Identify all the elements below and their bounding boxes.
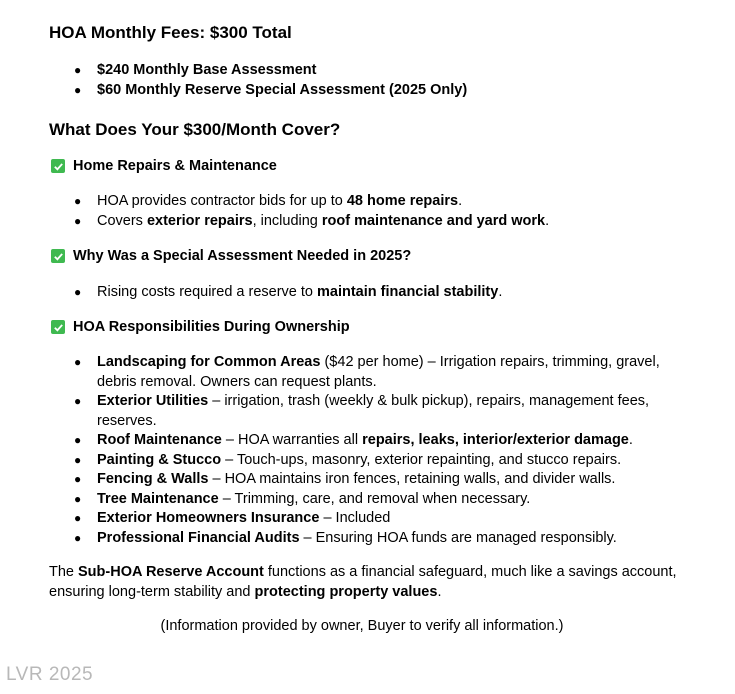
checkmark-icon <box>51 159 65 173</box>
checkmark-icon <box>51 249 65 263</box>
fee-item: ● $240 Monthly Base Assessment <box>49 61 689 81</box>
text-run: . <box>498 284 503 300</box>
bold-text: roof maintenance and yard work <box>321 212 546 229</box>
bold-text: Exterior Homeowners Insurance <box>97 510 320 526</box>
bold-text: exterior repairs <box>146 212 253 229</box>
bullet-icon: ● <box>74 530 82 545</box>
bullet-icon: ● <box>74 194 82 208</box>
text-run: . <box>458 193 463 209</box>
bullet-icon: ● <box>74 511 82 525</box>
bullet-icon: ● <box>74 394 82 408</box>
cover-heading: What Does Your $300/Month Cover? <box>49 120 341 139</box>
bullet-icon: ● <box>74 213 82 228</box>
text-run: The <box>49 564 79 580</box>
list-item <box>49 470 689 490</box>
bullet-icon: ● <box>74 82 82 97</box>
bold-text: Painting & Stucco <box>97 451 222 468</box>
bold-text: Fencing & Walls <box>97 471 209 487</box>
list-item <box>49 212 689 232</box>
list-item <box>49 509 689 529</box>
text-run: HOA provides contractor bids for up to <box>97 193 347 209</box>
bold-text: protecting property values <box>254 583 438 600</box>
section-heading: Why Was a Special Assessment Needed in 2025? <box>51 248 411 264</box>
list-item <box>49 283 689 303</box>
text-run: . <box>628 432 633 448</box>
bullet-icon: ● <box>74 355 82 369</box>
bullet-icon: ● <box>74 433 82 447</box>
bold-text: Roof Maintenance <box>97 432 222 448</box>
list-item <box>49 353 689 392</box>
text-run: Covers <box>97 212 147 229</box>
fee-item: ● $60 Monthly Reserve Special Assessment (2025 Only) <box>49 81 689 101</box>
checkmark-icon <box>51 320 65 334</box>
bullet-icon: ● <box>74 472 82 486</box>
disclaimer-note: (Information provided by owner, Buyer to verify all information.) <box>160 618 564 634</box>
text-run: . <box>545 212 550 229</box>
bullet-icon: ● <box>74 491 82 506</box>
bold-text: maintain financial stability <box>317 284 499 300</box>
bold-text: Professional Financial Audits <box>97 529 300 546</box>
text-run: . <box>437 583 442 600</box>
bold-text: repairs, leaks, interior/exterior damage <box>362 432 629 448</box>
section-heading: HOA Responsibilities During Ownership <box>51 319 350 335</box>
bold-text: 48 home repairs <box>346 193 459 209</box>
bold-text: Tree Maintenance <box>97 490 219 507</box>
list-item <box>49 490 689 510</box>
watermark: LVR 2025 <box>6 664 94 685</box>
section-list <box>49 192 689 231</box>
list-item <box>49 529 689 549</box>
text-run: – Ensuring HOA funds are managed responsibly. <box>299 529 617 546</box>
list-item <box>49 431 689 451</box>
text-run: , including <box>252 212 322 229</box>
text-run: – irrigation, trash (weekly & bulk pickup), repairs, management fees, reserves. <box>97 393 650 429</box>
text-run: – Touch-ups, masonry, exterior repainting, and stucco repairs. <box>221 451 622 468</box>
closing-paragraph <box>49 563 689 602</box>
section-heading: Home Repairs & Maintenance <box>51 158 277 174</box>
text-run: – HOA maintains iron fences, retaining walls, and divider walls. <box>208 471 616 487</box>
list-item <box>49 392 689 431</box>
page-title: HOA Monthly Fees: $300 Total <box>49 23 292 42</box>
bullet-icon: ● <box>74 452 82 467</box>
text-run: – HOA warranties all <box>221 432 363 448</box>
bullet-icon: ● <box>74 63 82 77</box>
section-list <box>49 353 689 548</box>
list-item <box>49 451 689 471</box>
list-item <box>49 192 689 212</box>
bold-text: Exterior Utilities <box>97 393 209 409</box>
text-run: – Trimming, care, and removal when necessary. <box>218 490 531 507</box>
bullet-icon: ● <box>74 285 82 299</box>
section-list <box>49 283 689 303</box>
text-run: – Included <box>319 510 391 526</box>
text-run: functions as a financial safeguard, much like a savings account, ensuring long-term stability and <box>49 564 677 600</box>
fee-list <box>49 61 689 100</box>
bold-text: Sub-HOA Reserve Account <box>78 564 264 580</box>
bold-text: Landscaping for Common Areas <box>97 354 321 370</box>
text-run: Rising costs required a reserve to <box>97 284 318 300</box>
text-run: ($42 per home) – Irrigation repairs, trimming, gravel, debris removal. Owners can request plants. <box>97 354 660 390</box>
